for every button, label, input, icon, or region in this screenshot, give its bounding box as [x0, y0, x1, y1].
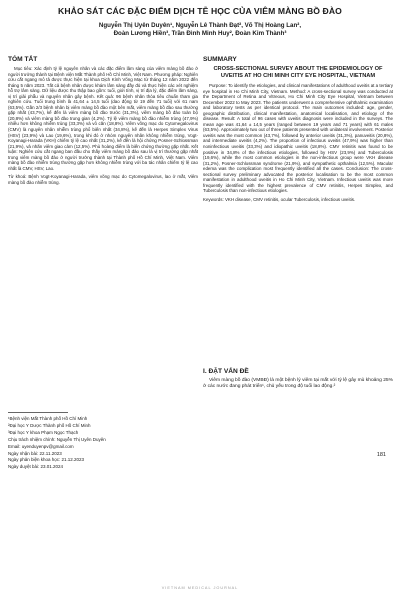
article-title: KHẢO SÁT CÁC ĐẶC ĐIỂM DỊCH TỄ HỌC CỦA VIÊM MÀNG BỒ ĐÀO — [58, 6, 342, 16]
abstract-heading-en: SUMMARY — [203, 56, 237, 63]
date-received: Ngày nhận bài: 22.11.2023 — [8, 450, 62, 456]
abstract-vietnamese — [8, 56, 198, 185]
keywords-en: Keywords: VKH disease, CMV retinitis, ocular Tuberculosis, infectious uveitis. — [203, 196, 356, 202]
keywords-vi: Từ khoá: Bệnh Vogt-Koyanagi-Harada, viêm võng mạc do Cytomegalovirus, lao ở mắt, Viêm màng bồ đào nhiễm trùng. — [8, 174, 198, 185]
abstract-body-vi: Mục tiêu: Xác định tỷ lệ nguyên nhân và các đặc điểm lâm sàng của viêm màng bồ đào ở người trưởng thành tại Bệnh viện Mắt Thành phố Hồ Chí Minh, Việt Nam. Phương pháp: Nghiên cứu cắt ngang mô tả được thực hiện tại khoa Dịch Kính Võng Mạc từ tháng 12 năm 2022 đến tháng 5 năm 2023. Tất cả bệnh nhân được khám lâm sàng đầy đủ và thực hiện các xét nghiệm hỗ trợ lâm sàng. Dữ liệu được thu thập bao gồm: tuổi, giới tính, vị trí địa lý, đặc điểm lâm sàng, vị trí giải phẫu và nguyên nhân gây bệnh. Kết quả: 96 bệnh nhân thỏa tiêu chuẩn tham gia nghiên cứu. Tuổi trung bình là 41,64 ± 14,5 tuổi (dao động từ 19 đến 71 tuổi) với 61 nam (63,5%). Gần 2/3 bệnh nhân bị viêm màng bồ đào một bên mắt, viêm màng bồ đào sau thường gặp nhất (43,7%), kế đến là viêm màng bồ đào trước (31,3%), viêm màng bồ đào toàn bộ (20,8%) và viêm màng bồ đào trung gian (4,2%). Tỷ lệ viêm màng bồ đào nhiễm trùng (47,9%) nhiều hơn không nhiễm trùng (33,3%) và vô căn (18,8%). Viêm võng mạc do Cytomegalovirus (CMV) là nguyên nhân nhiễm trùng phổ biến nhất (34,8%), kế đến là Herpes Simplex Virus (HSV) (23,9%) và Lao (19,6%), trong khi đó ở nhóm nguyên nhân không nhiễm trùng, Vogt-Koyanagi-Harada (VKH) chiếm tỷ lệ cao nhất (31,2%), kế đến là hội chứng Posner-Schlossman (21,9%), và nhãn viêm giao cảm (12,5%). Phù hoàng điểm là biến chứng thường gặp nhất. Kết luận: Nghiên cứu cắt ngang ban đầu cho thấy viêm màng bồ đào sau là vị trí thường gặp nhất trong viêm màng bồ đào ở người trưởng thành tại Thành phố Hồ Chí Minh, Việt Nam. Viêm màng bồ đào nhiễm trùng thường gặp hơn không nhiễm trùng với ba tác nhân chiếm tỷ lệ cao nhất là CMV, HSV, Lao. — [8, 66, 198, 171]
author-list — [40, 22, 360, 39]
intro-heading: I. ĐẶT VẤN ĐỀ — [203, 368, 249, 375]
journal-footer: VIETNAM MEDICAL JOURNAL — [161, 586, 239, 590]
footnote-rule — [8, 412, 68, 413]
affiliation-1: ¹Bệnh viện Mắt Thành phố Hồ Chí Minh — [8, 416, 88, 421]
abstract-english — [203, 56, 393, 202]
date-reviewed: Ngày phản biện khoa học: 21.12.2023 — [8, 457, 85, 463]
intro-body: Viêm màng bồ đào (VMBĐ) là một bệnh lý viêm tại mắt với tỷ lệ gây mù khoảng 25% ở các nước đang phát triển¹, chủ yếu trong độ tuổi lao động.² — [203, 378, 393, 390]
abstract-body-en: Purpose: To identify the etiologies, and clinical manifestations of adulthood uveitis at a tertiary eye hospital in Ho Chi Minh City, Vietnam. Method: A cross-sectional survey was conducted at the Department of Retina and Vitreous, Ho Chi Minh City Eye Hospital, Vietnam between December 2022 to May 2023. The patients underwent a comprehensive ophthalmic examination and laboratory tests as per identical protocol. The main outcomes included: age, gender, geographic distribution, clinical manifestation, anatomical localisation, and etiology of the disease. Result: A total of 96 cases with uveitis diagnosis were included in the surveys. The mean age was 41,64 ± 14,5 years (ranged between 19 years and 71 years) with 61 males (63,5%). Approximately two out of three patients presented with unilateral involvement. Posterior uveitis was the most common (43,7%), followed by anterior uveitis (31,3%), panuveitis (20,8%), and intermediate uveitis (4,2%). The proportion of infectious uveitis (47,9%) was higher than noninfectious uveitis (33,3%) and idiopathic uveitis (18,8%). CMV retinitis was found to be positive in 34,8% of the infectious etiologies, followed by HSV (23,9%) and Tuberculosis (19,6%), while the most common etiologies in the non-infectious group were VKH disease (31,2%), Posner-Schlossman syndrome (21,9%), and sympathetic opthalmia (12,5%). Macular edema was the complication most frequently identified all the cases. Conclusion: The cross-sectional survey preliminary advocated the posterior localisation to be the most common manifestation in adulthood uveitis in Ho Chi Minh City, Vietnam. Infectious uveitis was more frequently identified with the highest prevalence of CMV retinitis, Herpes Simplex, and Tuberculosis than non-infectious etiologies. — [203, 83, 393, 194]
page-number: 181 — [376, 452, 386, 458]
date-accepted: Ngày duyệt bài: 23.01.2024 — [8, 464, 64, 470]
footnotes — [8, 412, 198, 471]
email: Email: uyenduyenpv@gmail.com — [8, 443, 74, 449]
affiliation-2: ²Đại học Y Dược Thành phố Hồ Chí Minh — [8, 422, 91, 428]
english-title: CROSS-SECTIONAL SURVEY ABOUT THE EPIDEMIOLOGY OF UVEITIS AT HO CHI MINH CITY EYE HOSPITAL, VIETNAM — [213, 66, 383, 79]
author-line-1: Nguyễn Thị Uyên Duyên¹, Nguyễn Lê Thành Đạt², Võ Thị Hoàng Lan², — [98, 22, 302, 29]
corresponding-author: Chịu trách nhiệm chính: Nguyễn Thị Uyên Duyên — [8, 436, 106, 442]
author-line-2: Đoàn Lương Hiền³, Trần Đình Minh Huy², Đoàn Kim Thành³ — [113, 30, 287, 38]
abstract-heading-vi: TÓM TẮT — [8, 56, 38, 63]
affiliation-3: ³Đại học Y khoa Phạm Ngọc Thạch — [8, 429, 79, 435]
